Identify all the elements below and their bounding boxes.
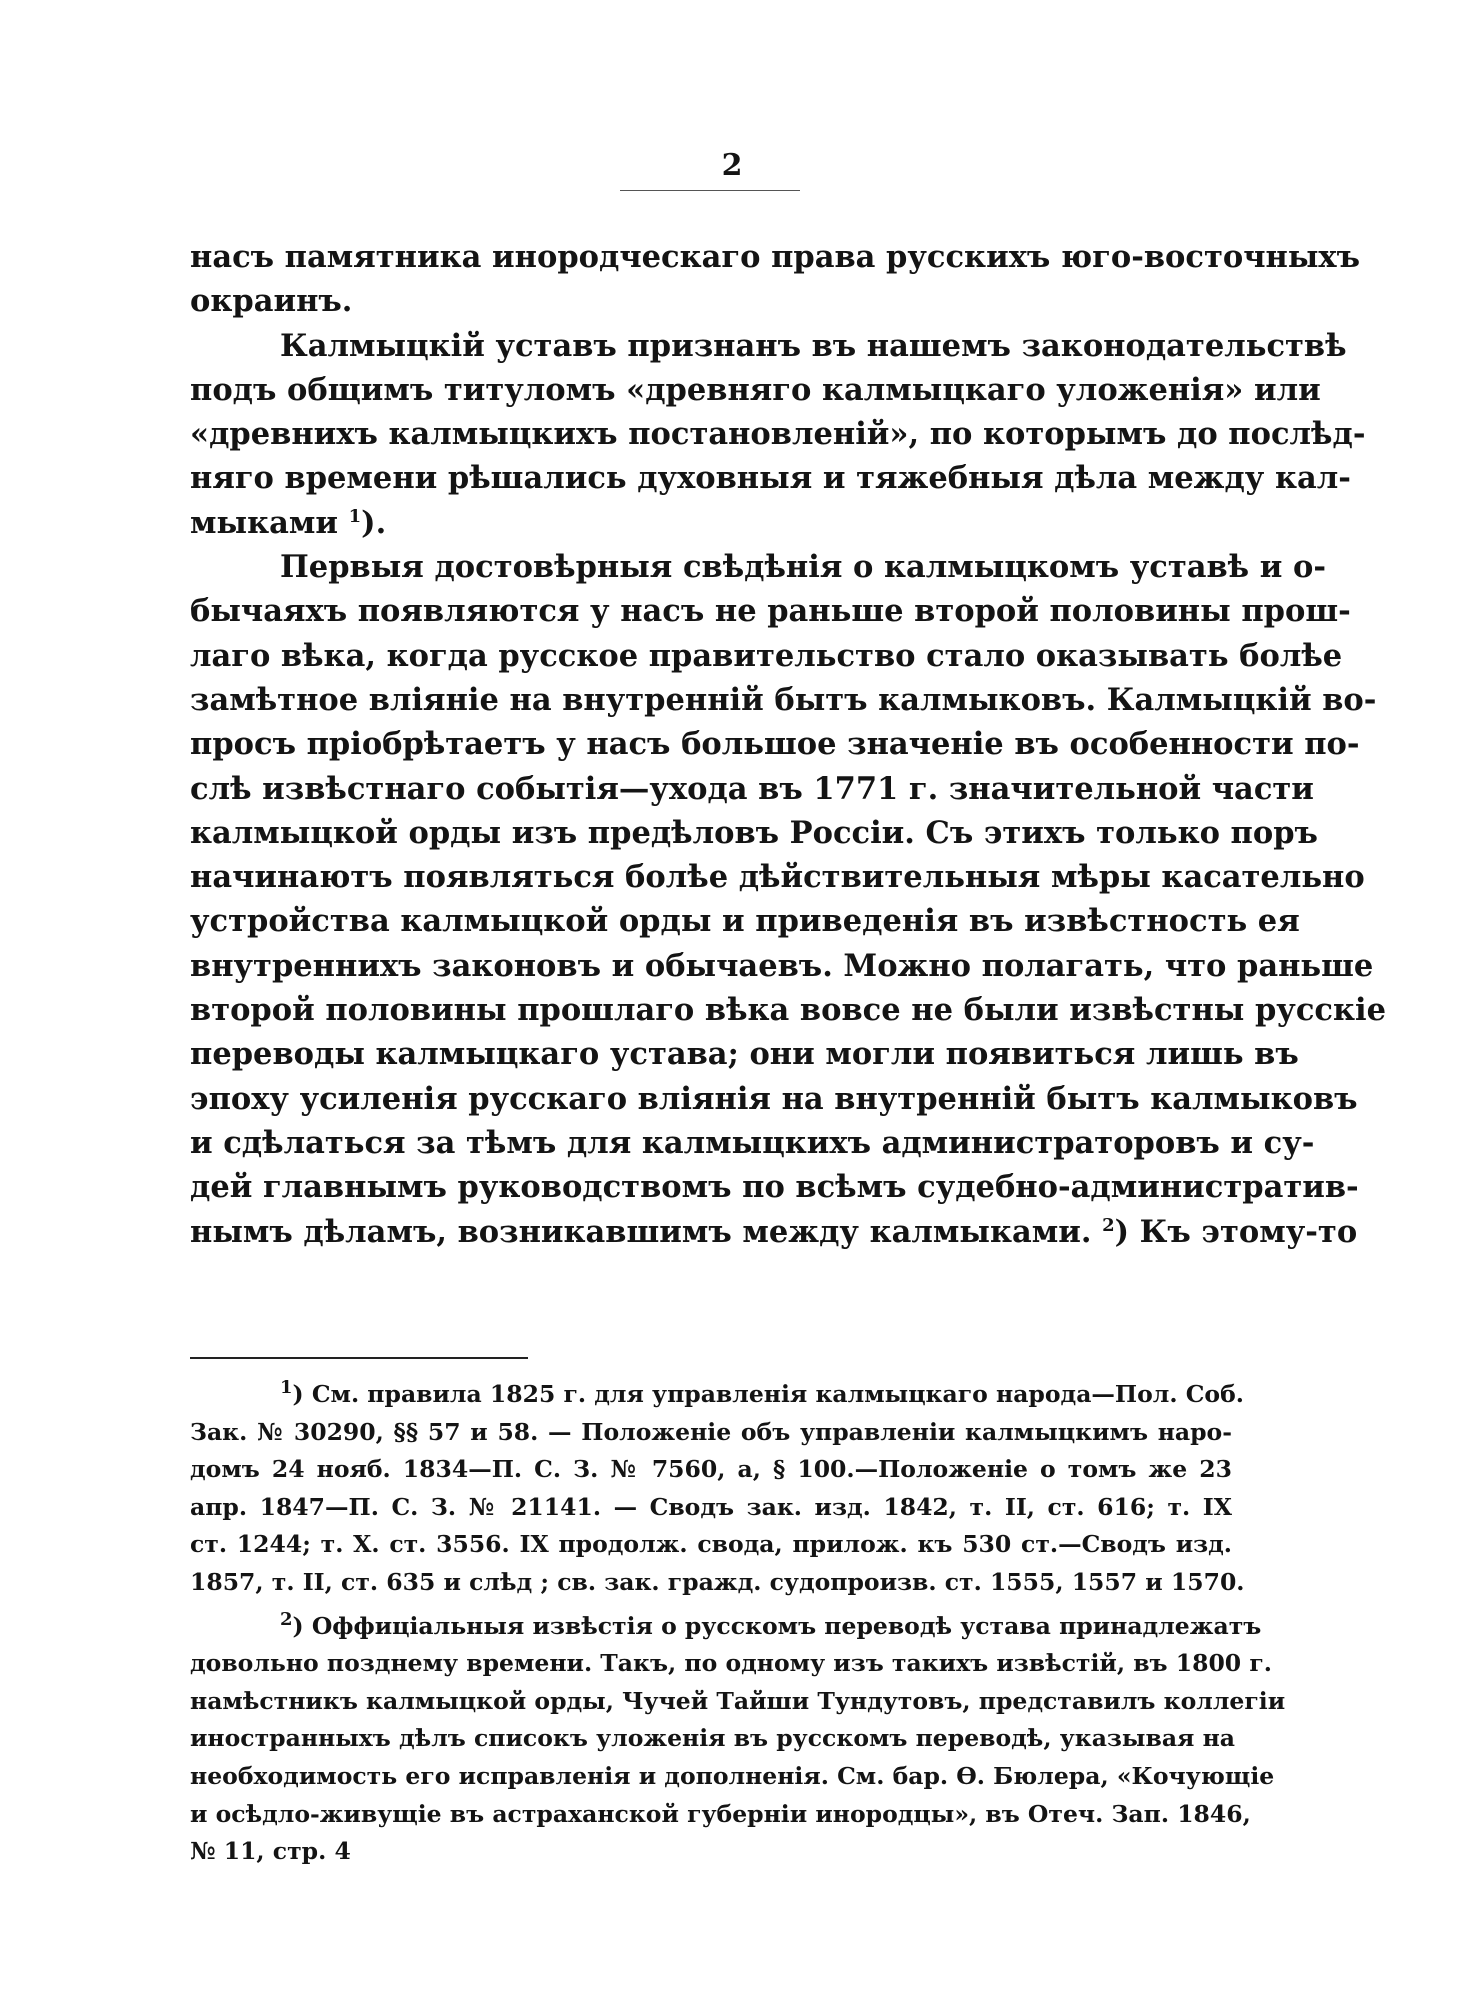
text-line: и сдѣлаться за тѣмъ для калмыцкихъ администраторовъ и су-	[190, 1124, 1315, 1161]
text-line: окраинъ.	[190, 283, 353, 320]
footnote-line: домъ 24 нояб. 1834—П. С. З. № 7560, а, § 100.—Положеніе о томъ же 23	[190, 1455, 1232, 1484]
footnote-line	[190, 1608, 1262, 1646]
text-line-part: нымъ дѣламъ, возникавшимъ между калмыками.	[190, 1213, 1092, 1250]
text-line: бычаяхъ появляются у насъ не раньше второй половины прош-	[190, 593, 1351, 630]
text-line: лаго вѣка, когда русское правительство стало оказывать болѣе	[190, 637, 1343, 674]
footnote-text: ) Оффиціальныя извѣстія о русскомъ переводѣ устава принадлежатъ	[292, 1611, 1262, 1640]
footnote-line: довольно позднему времени. Такъ, по одному изъ такихъ извѣстій, въ 1800 г.	[190, 1649, 1272, 1678]
text-line: дей главнымъ руководствомъ по всѣмъ судебно-административ-	[190, 1169, 1359, 1206]
text-line: няго времени рѣшались духовныя и тяжебныя дѣла между кал-	[190, 460, 1351, 497]
footnote	[190, 1608, 1286, 1871]
text-line-part: ).	[361, 504, 387, 541]
footnote-ref: 2	[1102, 1214, 1115, 1236]
page-number: 2	[721, 148, 743, 183]
footnote-marker: 2	[280, 1608, 293, 1630]
text-line-part: мыками	[190, 504, 338, 541]
text-line: замѣтное вліяніе на внутренній бытъ калмыковъ. Калмыцкій во-	[190, 681, 1377, 718]
text-line: слѣ извѣстнаго событія—ухода въ 1771 г. значительной части	[190, 770, 1314, 807]
text-line: просъ пріобрѣтаетъ у насъ большое значеніе въ особенности по-	[190, 726, 1360, 763]
text-line: второй половины прошлаго вѣка вовсе не были извѣстны русскіе	[190, 992, 1386, 1029]
footnote-line: ст. 1244; т. X. ст. 3556. IX продолж. свода, прилож. къ 530 ст.—Сводъ изд.	[190, 1530, 1232, 1559]
footnote-line: 1857, т. II, ст. 635 и слѣд ; св. зак. гражд. судопроизв. ст. 1555, 1557 и 1570.	[190, 1567, 1245, 1596]
text-line: Первыя достовѣрныя свѣдѣнія о калмыцкомъ уставѣ и о-	[280, 549, 1326, 586]
text-line: эпоху усиленія русскаго вліянія на внутренній бытъ калмыковъ	[190, 1080, 1358, 1117]
footnotes	[190, 1376, 1286, 1871]
paragraph	[190, 235, 1361, 324]
text-line: калмыцкой орды изъ предѣловъ Россіи. Съ этихъ только поръ	[190, 814, 1318, 851]
text-line: устройства калмыцкой орды и приведенія въ извѣстность ея	[190, 903, 1300, 940]
footnote-line: и осѣдло-живущіе въ астраханской губерніи инородцы», въ Отеч. Зап. 1846,	[190, 1799, 1251, 1828]
footnote-rule	[190, 1357, 528, 1359]
footnote	[190, 1376, 1245, 1602]
text-line: начинаютъ появляться болѣе дѣйствительныя мѣры касательно	[190, 859, 1365, 896]
footnote-text: ) См. правила 1825 г. для управленія калмыцкаго народа—Пол. Соб.	[292, 1380, 1244, 1408]
footnote-line: иностранныхъ дѣлъ списокъ уложенія въ русскомъ переводѣ, указывая на	[190, 1724, 1236, 1753]
paragraph	[190, 545, 1386, 1254]
paragraph	[190, 324, 1366, 545]
footnote-line: необходимость его исправленія и дополненія. См. бар. Ѳ. Бюлера, «Кочующіе	[190, 1761, 1275, 1790]
footnote-line	[190, 1376, 1244, 1414]
text-line: подъ общимъ титуломъ «древняго калмыцкаго уложенія» или	[190, 371, 1321, 408]
footnote-line: Зак. № 30290, §§ 57 и 58. — Положеніе объ управленіи калмыцкимъ наро-	[190, 1417, 1232, 1446]
text-line	[190, 1210, 1358, 1254]
footnote-marker: 1	[280, 1377, 293, 1399]
text-line-part: ) Къ этому-то	[1114, 1213, 1358, 1250]
text-line: насъ памятника инородческаго права русскихъ юго-восточныхъ	[190, 239, 1361, 275]
header-rule	[620, 190, 800, 191]
text-line: Калмыцкій уставъ признанъ въ нашемъ законодательствѣ	[280, 327, 1347, 364]
footnote-line: № 11, стр. 4	[190, 1837, 351, 1866]
footnote-line: апр. 1847—П. С. З. № 21141. — Сводъ зак. изд. 1842, т. II, ст. 616; т. IX	[190, 1492, 1232, 1521]
text-line	[190, 501, 1232, 545]
text-line: внутреннихъ законовъ и обычаевъ. Можно полагать, что раньше	[190, 947, 1374, 984]
main-text	[190, 235, 1386, 1254]
text-line: переводы калмыцкаго устава; они могли появиться лишь въ	[190, 1036, 1299, 1073]
footnote-ref: 1	[348, 505, 362, 527]
footnote-line: намѣстникъ калмыцкой орды, Чучей Тайши Тундутовъ, представилъ коллегіи	[190, 1686, 1286, 1715]
text-line: «древнихъ калмыцкихъ постановленій», по которымъ до послѣд-	[190, 416, 1366, 453]
